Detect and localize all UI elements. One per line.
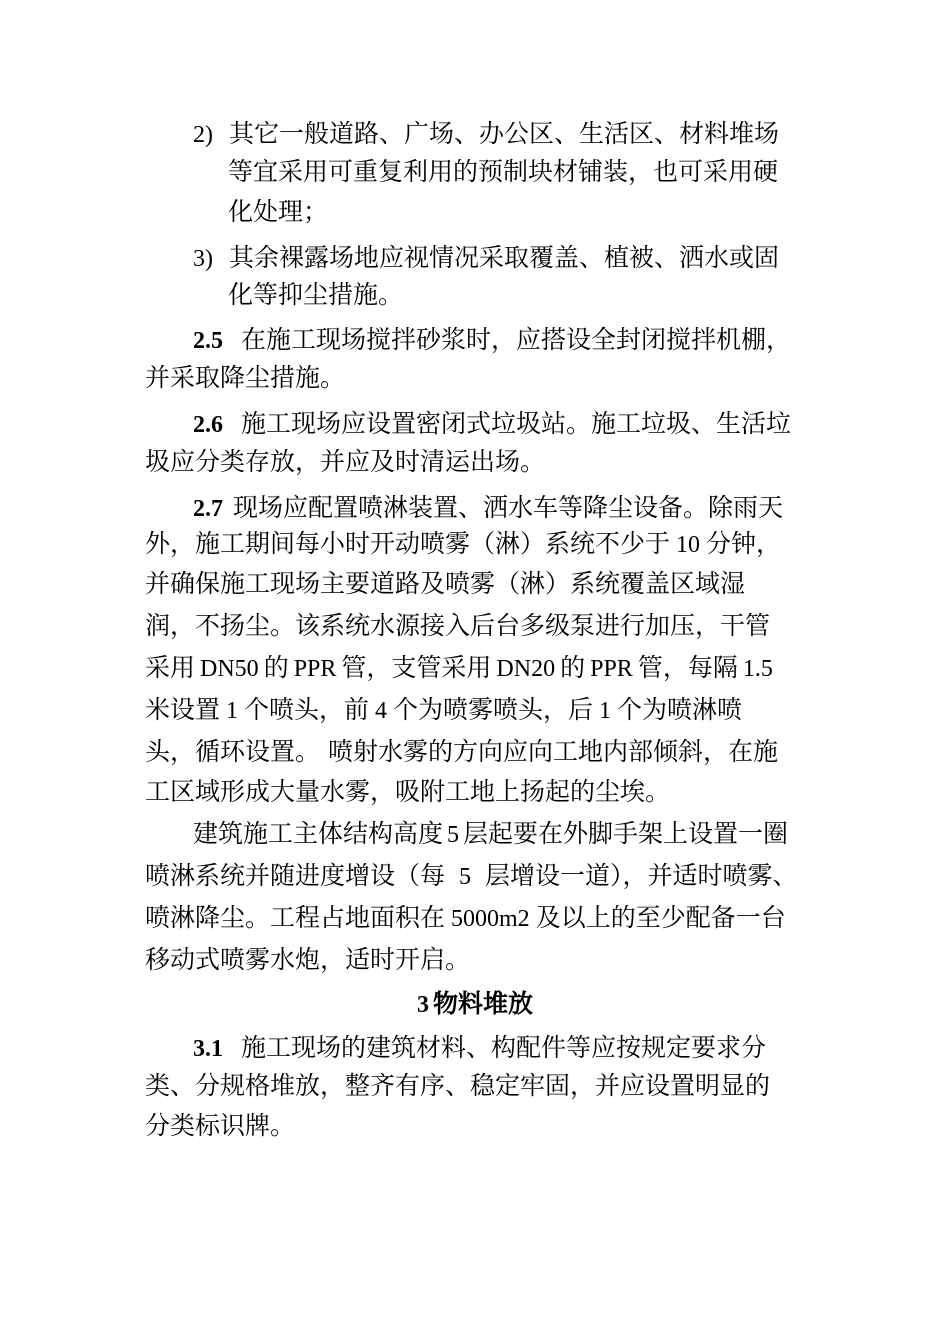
- section-text: 现场应配置喷淋装置、洒水车等降尘设备。除雨天: [232, 493, 783, 522]
- section-text-line: 分类标识牌。: [145, 1111, 296, 1140]
- section-number: 2.7: [193, 496, 223, 522]
- section-2-5: [193, 320, 791, 360]
- section-text-line: 润，不扬尘。该系统水源接入后台多级泵进行加压，干管: [145, 611, 771, 640]
- paragraph-line: 移动式喷雾水炮，适时开启。: [145, 945, 471, 974]
- section-text-line: 采用 DN50 的 PPR 管，支管采用 DN20 的 PPR 管，每隔 1.5: [145, 653, 773, 682]
- section-number: 2.5: [193, 328, 223, 354]
- section-2-7: [193, 488, 783, 528]
- section-number: 2.6: [193, 412, 223, 438]
- list-text-line: 等宜采用可重复利用的预制块材铺装，也可采用硬: [228, 157, 779, 186]
- list-text: 其它一般道路、广场、办公区、生活区、材料堆场: [228, 119, 779, 148]
- list-item-2: [193, 114, 779, 154]
- section-number: 3.1: [193, 1036, 223, 1062]
- section-text-line: 头，循环设置。 喷射水雾的方向应向工地内部倾斜，在施: [145, 737, 778, 766]
- list-marker: 2): [193, 122, 213, 148]
- section-text-line: 米设置 1 个喷头，前 4 个为喷雾喷头，后 1 个为喷淋喷: [145, 695, 743, 724]
- section-text-line: 外，施工期间每小时开动喷雾（淋）系统不少于 10 分钟，: [145, 529, 782, 558]
- section-2-6: [193, 404, 791, 444]
- section-text-line: 并确保施工现场主要道路及喷雾（淋）系统覆盖区域湿: [145, 569, 746, 598]
- section-text-line: 圾应分类存放，并应及时清运出场。: [145, 447, 546, 476]
- list-item-3: [193, 238, 779, 278]
- list-marker: 3): [193, 246, 213, 272]
- list-text: 其余裸露场地应视情况采取覆盖、植被、洒水或固: [228, 243, 779, 272]
- section-text-line: 并采取降尘措施。: [145, 363, 346, 392]
- section-text-line: 类、分规格堆放，整齐有序、稳定牢固，并应设置明显的: [145, 1071, 771, 1100]
- section-text: 施工现场应设置密闭式垃圾站。施工垃圾、生活垃: [240, 409, 791, 438]
- section-text: 在施工现场搅拌砂浆时，应搭设全封闭搅拌机棚，: [240, 325, 791, 354]
- heading-title: 物料堆放: [432, 989, 533, 1018]
- list-text-line: 化处理；: [228, 197, 329, 226]
- paragraph-line: 建筑施工主体结构高度 5 层起要在外脚手架上设置一圈: [193, 819, 789, 848]
- paragraph-line: 喷淋降尘。工程占地面积在 5000m2 及以上的至少配备一台: [145, 903, 786, 932]
- section-3-1: [193, 1028, 766, 1068]
- list-text-line: 化等抑尘措施。: [228, 280, 404, 309]
- section-heading: [0, 984, 950, 1024]
- section-text-line: 工区域形成大量水雾，吸附工地上扬起的尘埃。: [145, 777, 671, 806]
- paragraph-line: 喷淋系统并随进度增设（每 5 层增设一道），并适时喷雾、: [145, 861, 798, 890]
- section-text: 施工现场的建筑材料、构配件等应按规定要求分: [240, 1033, 766, 1062]
- heading-number: 3: [416, 992, 429, 1018]
